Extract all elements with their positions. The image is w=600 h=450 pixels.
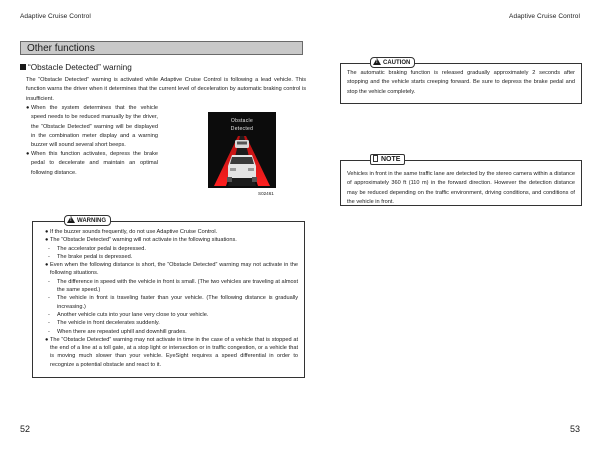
page-number-right: 53: [569, 424, 580, 434]
sub-list-item: [45, 311, 298, 319]
running-header-right: Adaptive Cruise Control: [509, 13, 580, 20]
bullet-text: When this function activates, depress the brake pedal to decelerate and maintain an optimal following distance.: [31, 151, 158, 176]
list-item-text: The “Obstacle Detected” warning will not activate in the following situations.: [50, 237, 237, 244]
display-text-line1: Obstacle: [230, 118, 254, 124]
list-item: [45, 261, 298, 278]
warning-badge: [64, 215, 111, 226]
bullet-dot-icon: ●: [45, 237, 49, 244]
list-item: [45, 336, 298, 369]
list-item-text: If the buzzer sounds frequently, do not use Adaptive Cruise Control.: [50, 229, 218, 235]
bullet-dot-icon: ●: [45, 336, 49, 343]
caution-triangle-icon: [373, 58, 381, 65]
sub-list-item: [45, 245, 298, 253]
bullet-dot-icon: ●: [26, 151, 30, 157]
meter-display-illustration: [208, 112, 276, 188]
sub-list-item-text: The brake pedal is depressed.: [57, 253, 133, 260]
sub-list-item: [45, 253, 298, 261]
bullet-item: [26, 104, 158, 150]
warning-triangle-icon: [67, 216, 75, 223]
sub-list-item-text: Another vehicle cuts into your lane very close to your vehicle.: [57, 311, 209, 318]
square-bullet-icon: [20, 64, 26, 70]
dash-marker: -: [48, 278, 50, 285]
intro-paragraph: The “Obstacle Detected” warning is activated while Adaptive Cruise Control is following a lead vehicle. This function warns the driver when it determines that the current level of deceleration by automatic braking control is insufficient.: [26, 77, 306, 102]
subsection-heading: [20, 63, 132, 72]
dash-marker: -: [48, 245, 50, 252]
list-item-text: Even when the following distance is short, the “Obstacle Detected” warning may not activate in the following situations.: [50, 262, 298, 277]
dash-marker: -: [48, 295, 50, 302]
dash-marker: -: [48, 320, 50, 327]
note-text: Vehicles in front in the same traffic lane are detected by the stereo camera within a distance of approximately 360 ft (110 m) in the forward direction. However the detection distance may be reduced depending on the traffic environment, driving conditions, and conditions of the vehicle in front.: [347, 171, 575, 205]
dash-marker: -: [48, 253, 50, 260]
sub-list-item: [45, 319, 298, 327]
sub-list-item: [45, 294, 298, 311]
bullet-text: When the system determines that the vehicle speed needs to be reduced manually by the driver, the “Obstacle Detected” warning will be displayed in the combination meter display and a warning buzzer will sound several short beeps.: [31, 105, 158, 149]
sub-list-item-text: The difference in speed with the vehicle in front is small. (The two vehicles are traveling at almost the same speed.): [57, 278, 298, 294]
page-number-left: 52: [20, 424, 31, 434]
note-label: NOTE: [381, 156, 401, 163]
list-item: [45, 236, 298, 244]
list-item-text: The “Obstacle Detected” warning may not activate in time in the case of a vehicle that is stopped at the end of a line at a toll gate, at a stop light or intersection or in traffic congestion, or a vehicle that is moving much slower than your vehicle. EyeSight requires a speed differential in order to recognize a potential obstacle and react to it.: [50, 336, 298, 368]
caution-badge: [370, 57, 415, 68]
sub-list-item-text: The vehicle in front decelerates suddenly.: [57, 320, 160, 327]
bullet-dot-icon: ●: [45, 262, 49, 269]
figure-code: S02461: [258, 191, 274, 196]
note-icon: [373, 155, 378, 162]
display-text-line2: Detected: [230, 126, 254, 132]
dash-marker: -: [48, 328, 50, 335]
bullet-dot-icon: ●: [45, 229, 49, 235]
section-title: Other functions: [20, 41, 303, 55]
dash-marker: -: [48, 311, 50, 318]
subsection-title: “Obstacle Detected” warning: [28, 63, 132, 72]
sub-list-item-text: The vehicle in front is traveling faster than your vehicle. (The following distance is gradually increasing.): [57, 295, 298, 310]
sub-list-item: [45, 328, 298, 336]
warning-list: [45, 228, 298, 369]
vehicle-ahead-icon: [208, 112, 276, 188]
warning-label: WARNING: [77, 218, 106, 224]
note-badge: [370, 154, 405, 165]
running-header-left: Adaptive Cruise Control: [20, 13, 91, 20]
sub-list-item-text: When there are repeated uphill and downhill grades.: [57, 328, 187, 335]
caution-text: The automatic braking function is released gradually approximately 2 seconds after stopping and the vehicle starts creeping forward. Be sure to depress the brake pedal and stop the vehicle completely.: [347, 70, 575, 95]
sub-list-item: [45, 278, 298, 295]
list-item: [45, 228, 298, 236]
sub-list-item-text: The accelerator pedal is depressed.: [57, 245, 146, 252]
caution-label: CAUTION: [383, 60, 411, 66]
bullet-item: [26, 150, 158, 178]
bullet-dot-icon: ●: [26, 105, 30, 111]
